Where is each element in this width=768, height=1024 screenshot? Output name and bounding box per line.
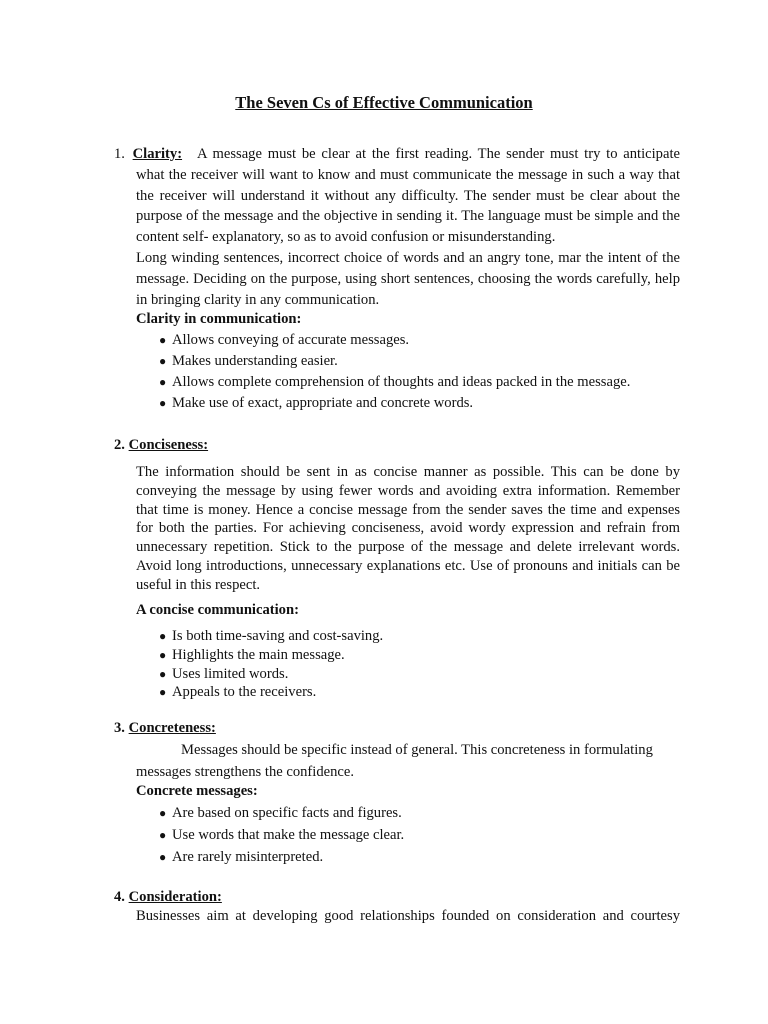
bullet-icon: ● xyxy=(159,850,167,864)
section-concreteness-heading xyxy=(114,718,216,739)
section-heading-conciseness: Conciseness: xyxy=(128,437,209,453)
section-heading-consideration: Consideration: xyxy=(128,889,222,905)
section-number: 4. xyxy=(114,889,125,905)
bullet-icon: ● xyxy=(159,647,167,662)
section-number: 2. xyxy=(114,437,125,453)
conciseness-subheading: A concise communication: xyxy=(136,602,299,618)
list-item: ● Make use of exact, appropriate and concrete words. xyxy=(159,393,630,414)
clarity-paragraphs xyxy=(136,144,680,310)
list-item: ● Use words that make the message clear. xyxy=(159,824,404,846)
clarity-subheading: Clarity in communication: xyxy=(136,311,302,327)
section-number: 1. xyxy=(114,146,125,162)
list-item: ● Allows complete comprehension of thoughts and ideas packed in the message. xyxy=(159,372,630,393)
clarity-bullet-list xyxy=(159,330,630,414)
list-item: ● Highlights the main message. xyxy=(159,646,345,663)
bullet-icon: ● xyxy=(159,629,167,643)
concreteness-subheading: Concrete messages: xyxy=(136,783,258,799)
section-consideration-heading xyxy=(114,887,222,908)
list-item: ● Are rarely misinterpreted. xyxy=(159,846,404,868)
concreteness-line-2: messages strengthens the confidence. xyxy=(136,764,355,780)
section-number: 3. xyxy=(114,720,125,736)
bullet-icon: ● xyxy=(159,354,167,368)
consideration-paragraph: Businesses aim at developing good relationships founded on consideration and courtesy xyxy=(136,908,680,924)
conciseness-paragraph: The information should be sent in as concise manner as possible. This can be done by conveying the message by using fewer words and avoiding extra information. Remember that time is money. Hence a concise message from the sender saves the time and expenses for both the parties. For achieving conciseness, avoid wordy expression and refrain from unnecessary repetition. Stick to the purpose of the message and delete irrelevant words. Avoid long introductions, unnecessary explanations etc. Use of pronouns and initials can be useful in this respect. xyxy=(136,464,680,593)
bullet-icon: ● xyxy=(159,685,167,700)
list-item: ● Is both time-saving and cost-saving. xyxy=(159,628,384,644)
concreteness-line-1: Messages should be specific instead of general. This concreteness in formulating xyxy=(181,742,653,758)
bullet-icon: ● xyxy=(159,828,167,842)
page-title: The Seven Cs of Effective Communication xyxy=(235,93,533,112)
bullet-icon: ● xyxy=(159,375,167,389)
section-heading-clarity: Clarity: xyxy=(132,146,183,162)
concreteness-bullet-list xyxy=(159,802,404,868)
section-conciseness-heading xyxy=(114,435,208,456)
bullet-icon: ● xyxy=(159,396,167,410)
list-item: ● Appeals to the receivers. xyxy=(159,684,317,701)
clarity-paragraph-2: Long winding sentences, incorrect choice of words and an angry tone, mar the intent of the message. Deciding on the purpose, using short sentences, choosing the words carefully, help in bringing clarity in any communication. xyxy=(136,249,680,308)
bullet-icon: ● xyxy=(159,806,167,820)
bullet-icon: ● xyxy=(159,333,167,347)
list-item: ● Are based on specific facts and figures. xyxy=(159,802,404,824)
conciseness-bullet-list xyxy=(159,627,383,702)
list-item: ● Allows conveying of accurate messages. xyxy=(159,330,630,351)
section-heading-concreteness: Concreteness: xyxy=(128,720,216,736)
bullet-icon: ● xyxy=(159,666,167,681)
clarity-paragraph-1: A message must be clear at the first reading. The sender must try to anticipate what the receiver will want to know and must communicate the message in such a way that the receiver will understand it without any difficulty. The sender must be clear about the purpose of the message and the objective in sending it. The language must be simple and the content self- explanatory, so as to avoid confusion or misunderstanding. xyxy=(136,146,680,246)
list-item: ● Uses limited words. xyxy=(159,665,289,682)
concreteness-paragraph xyxy=(136,739,680,783)
list-item: ● Makes understanding easier. xyxy=(159,351,630,372)
